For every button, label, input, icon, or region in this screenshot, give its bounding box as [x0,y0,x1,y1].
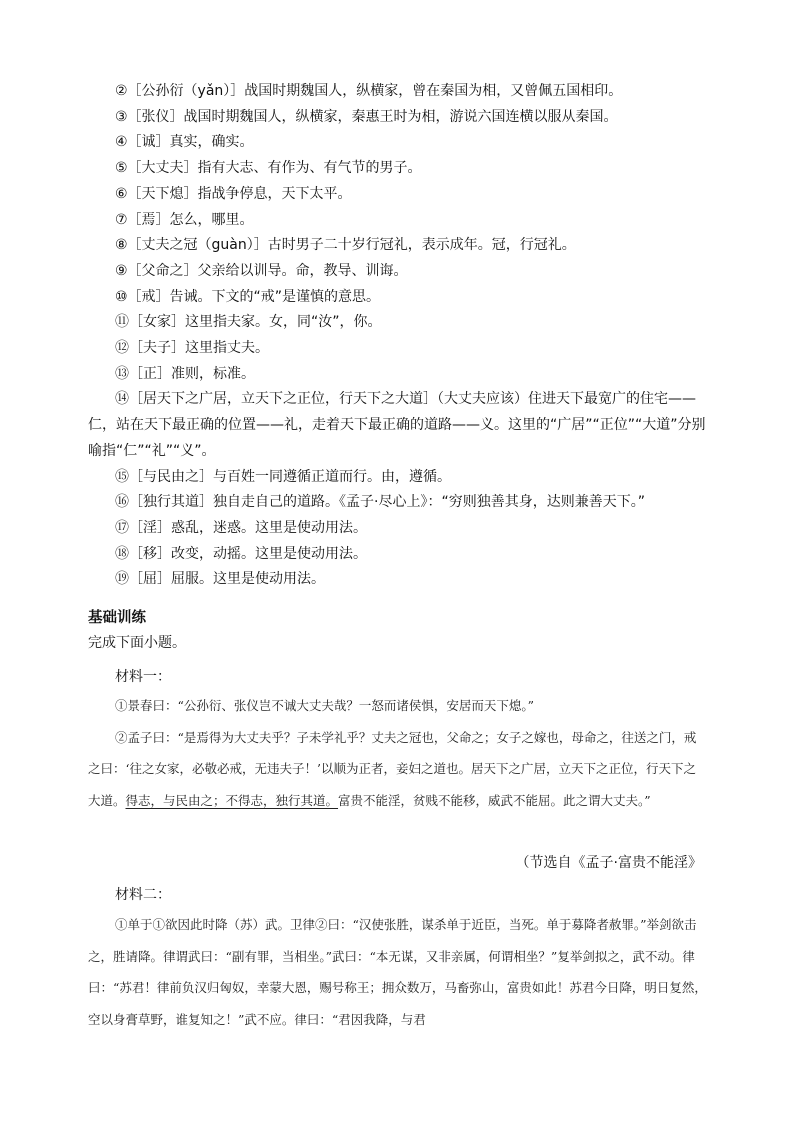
material-one-label: 材料一： [115,669,171,685]
annotation-list [88,79,708,593]
note-item: ⑭［居天下之广居，立天下之正位，行天下之大道］（大丈夫应该）住进天下最宽广的住宅——仁，站在天下最正确的位置——礼，走着天下最正确的道路——义。这里的“广居”“正位”“大道”分别喻指“仁”“礼”“义”。 [88,391,706,459]
note-item: ⑦［焉］怎么，哪里。 [115,211,254,228]
source-citation: （节选自《孟子·富贵不能淫》 [515,855,702,871]
note-item: ⑪［女家］这里指夫家。女，同“汝”，你。 [115,314,382,331]
material-two-para-1: ①单于①欲因此时降（苏）武。卫律②曰：“汉使张胜，谋杀单于近臣，当死。单于募降者赦罪。”举剑欲击之，胜请降。律谓武曰：“副有罪，当相坐。”武曰：“本无谋，又非亲属，何谓相坐？”复举剑拟之，武不动。律曰：“苏君！律前负汉归匈奴，幸蒙大恩，赐号称王；拥众数万，马畜弥山，富贵如此！苏君今日降，明日复然，空以身膏草野，谁复知之！”武不应。律曰：“君因我降，与君 [88,917,707,1027]
material-two-text [88,909,708,1035]
instruction-text: 完成下面小题。 [88,635,186,651]
note-item: ②［公孙衍（yǎn）］战国时期魏国人，纵横家，曾在秦国为相，又曾佩五国相印。 [115,83,623,99]
underlined-sentence: 得志，与民由之；不得志，独行其道。 [125,792,339,808]
note-item: ⑤［大丈夫］指有大志、有作为、有气节的男子。 [115,160,422,177]
note-item: ⑯［独行其道］独自走自己的道路。《孟子·尽心上》：“穷则独善其身，达则兼善天下。” [115,494,645,511]
material-one-para-1: ①景春曰：“公孙衍、张仪岂不诚大丈夫哉？一怒而诸侯惧，安居而天下熄。” [115,698,535,713]
note-item: ⑲［屈］屈服。这里是使动用法。 [115,571,325,588]
note-item: ⑥［天下熄］指战争停息，天下太平。 [115,185,352,202]
material-one-para-2 [88,722,708,817]
note-item: ⑬［正］准则，标准。 [115,365,255,382]
note-item: ⑰［淫］惑乱，迷惑。这里是使动用法。 [115,519,367,536]
material-two-label: 材料二： [115,887,171,903]
note-item: ⑩［戒］告诫。下文的“戒”是谨慎的意思。 [115,288,381,305]
note-item: ⑨［父命之］父亲给以训导。命，教导、训诲。 [115,262,408,279]
para-2-text-end: 富贵不能淫，贫贱不能移，威武不能屈。此之谓大丈夫。” [338,792,651,808]
note-item: ⑧［丈夫之冠（guàn）］古时男子二十岁行冠礼，表示成年。冠，行冠礼。 [115,237,576,254]
section-title: 基础训练 [88,610,146,626]
material-one-text [88,690,708,816]
note-item: ④［诚］真实，确实。 [115,134,254,151]
note-item: ⑫［夫子］这里指丈夫。 [115,340,269,357]
note-item: ⑮［与民由之］与百姓一同遵循正道而行。由，遵循。 [115,468,451,485]
note-item: ③［张仪］战国时期魏国人，纵横家，秦惠王时为相，游说六国连横以服从秦国。 [115,108,618,125]
note-item: ⑱［移］改变，动摇。这里是使动用法。 [115,545,367,562]
para-2-text: ②孟子曰：“是焉得为大丈夫乎？子未学礼乎？丈夫之冠也，父命之；女子之嫁也，母命之，往送之门，戒之曰：‘往之女家，必敬必戒，无违夫子！’以顺为正者，妾妇之道也。居天下之广居，立天下之正位，行天下之大道。 [88,729,697,808]
